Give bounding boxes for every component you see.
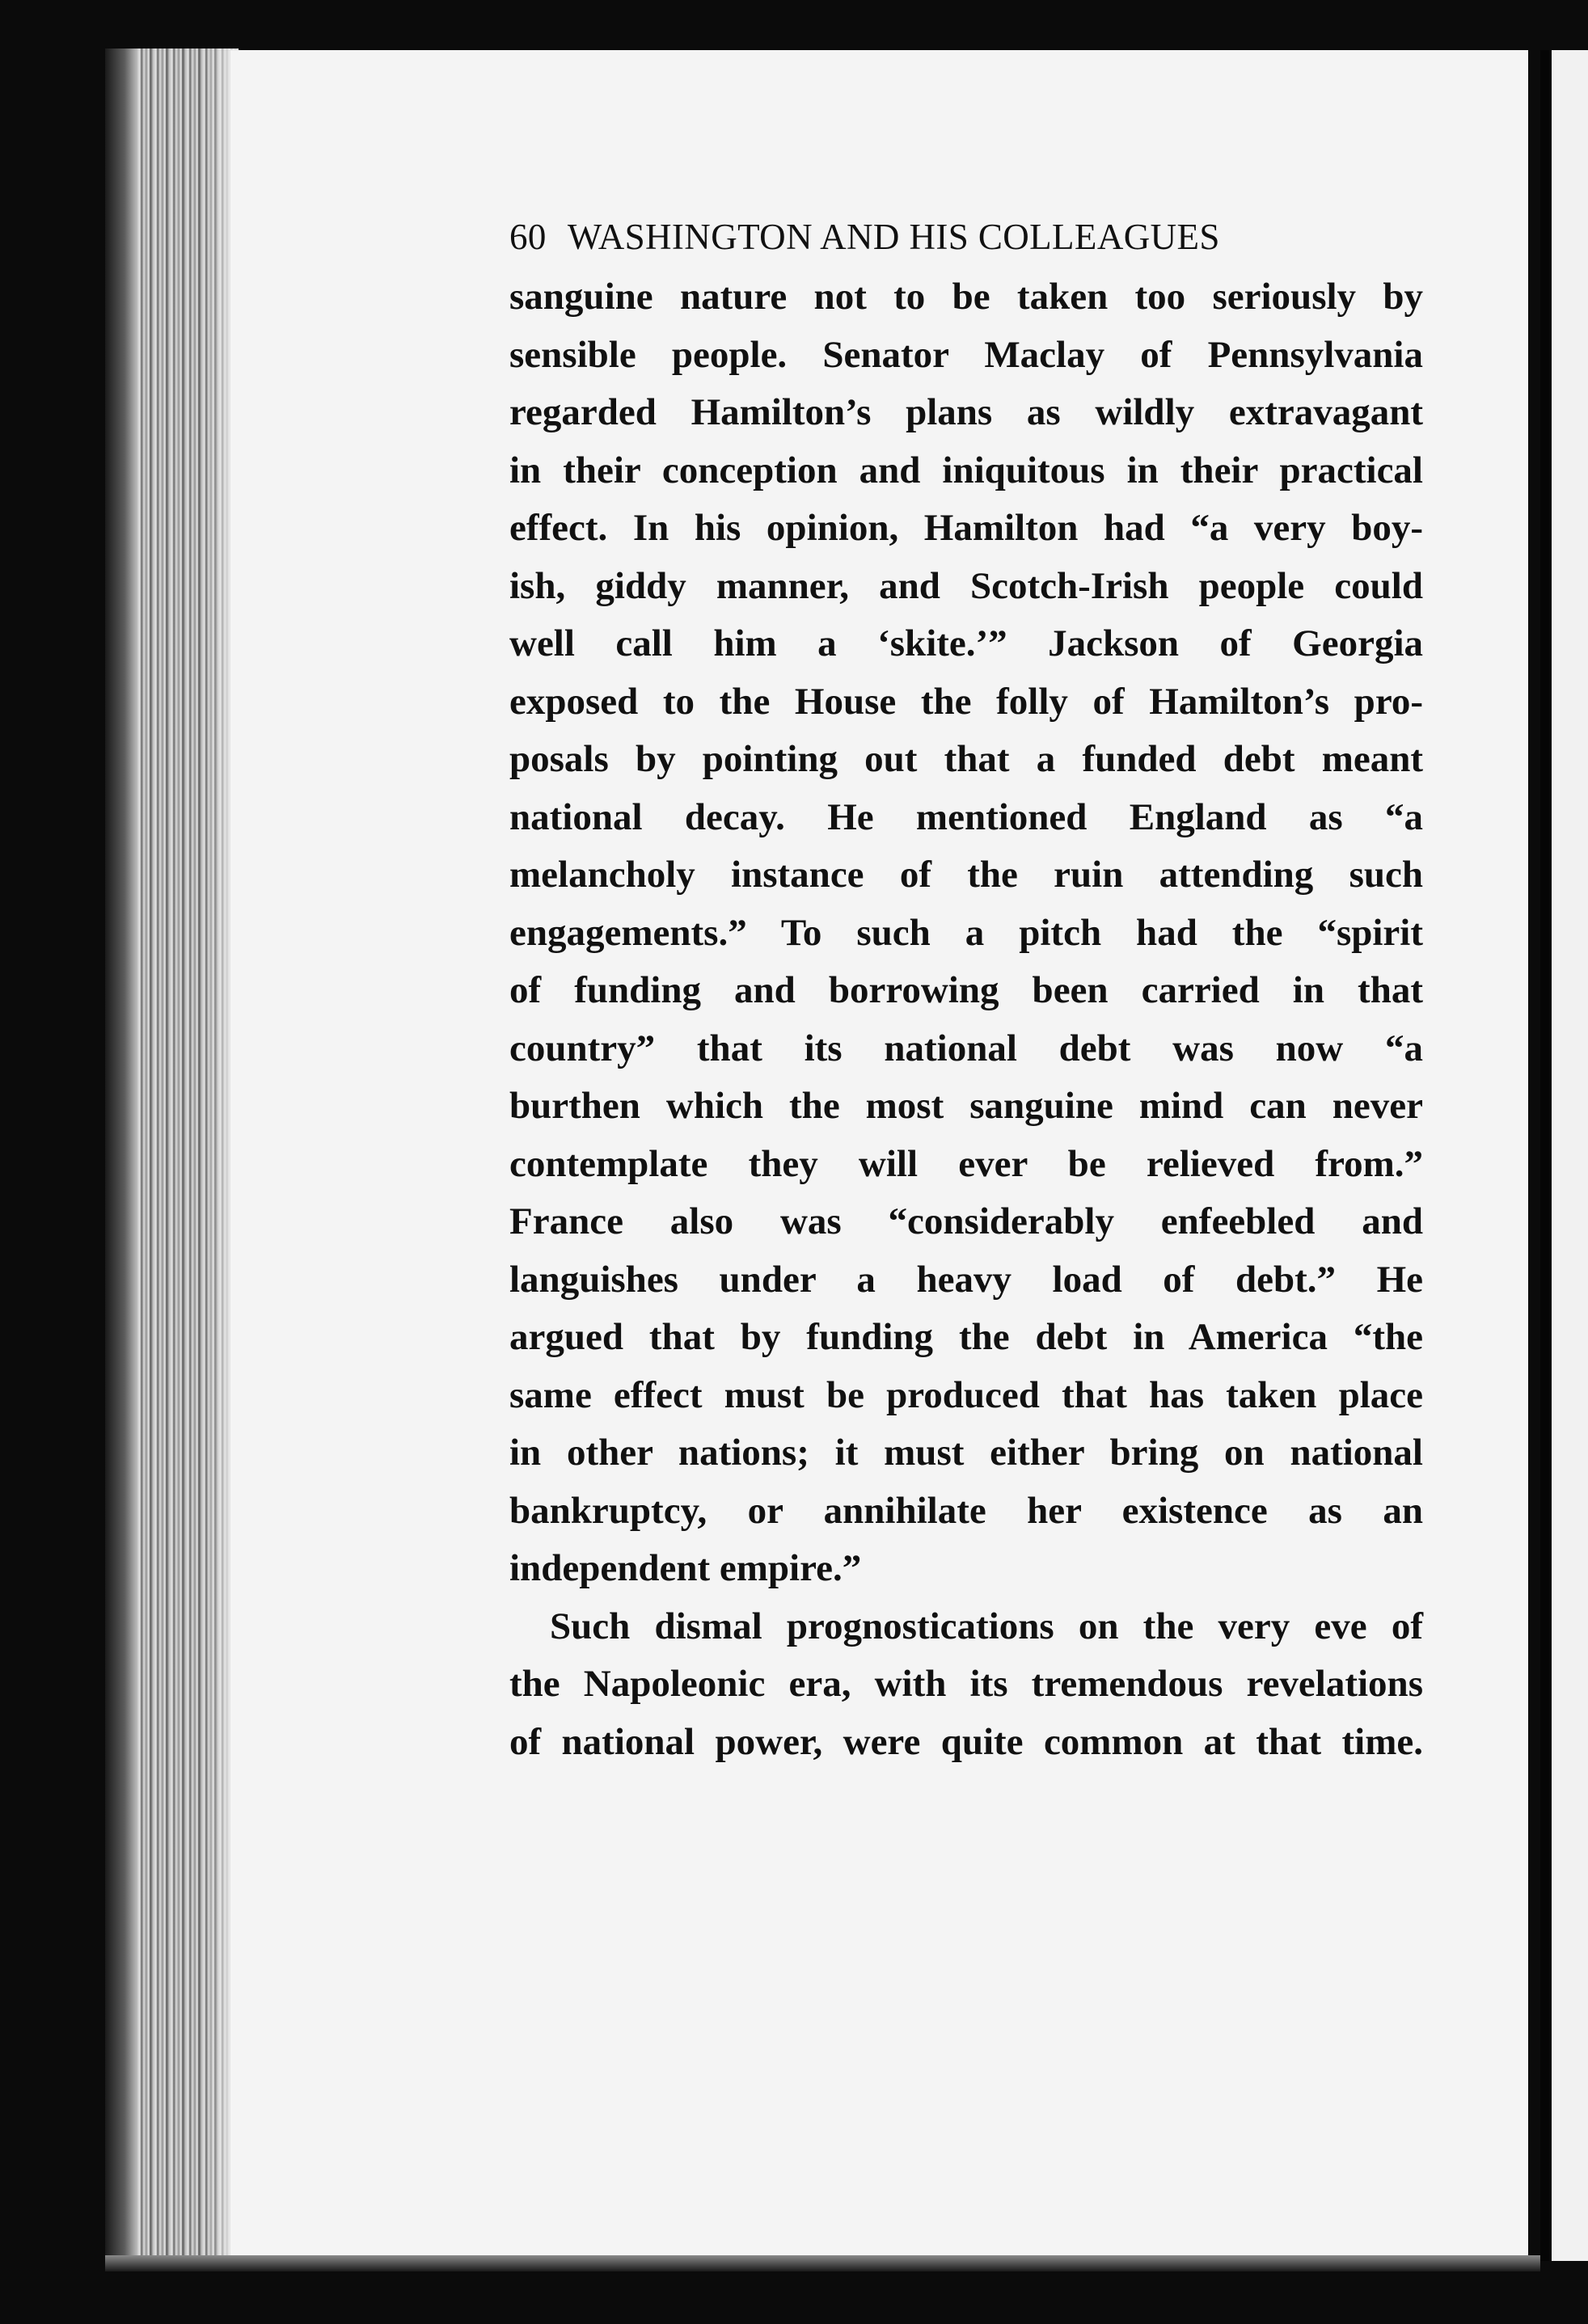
facing-page-edge (1540, 50, 1588, 2261)
page-text (509, 212, 1423, 1771)
paragraph-1 (509, 268, 1423, 1598)
text-line: burthen which the most sanguine mind can never (509, 1085, 1423, 1127)
text-line: independent empire.” (509, 1547, 862, 1589)
text-line: regarded Hamilton’s plans as wildly extravagant (509, 391, 1423, 433)
running-title: WASHINGTON AND HIS COLLEAGUES (567, 217, 1220, 257)
book-binding-shadow (105, 49, 137, 2263)
text-line: argued that by funding the debt in America “the (509, 1316, 1423, 1358)
running-head (509, 212, 1423, 268)
text-line: bankruptcy, or annihilate her existence as an (509, 1489, 1423, 1532)
text-line: of national power, were quite common at that time. (509, 1720, 1423, 1763)
text-line: France also was “considerably enfeebled and (509, 1200, 1423, 1242)
text-line: contemplate they will ever be relieved from.” (509, 1142, 1423, 1185)
text-line: in other nations; it must either bring on national (509, 1432, 1423, 1474)
text-line: sanguine nature not to be taken too seriously by (509, 276, 1423, 318)
text-line: posals by pointing out that a funded debt meant (509, 738, 1423, 780)
text-line: country” that its national debt was now “a (509, 1027, 1423, 1069)
text-line: melancholy instance of the ruin attending such (509, 854, 1423, 896)
text-line: exposed to the House the folly of Hamilton’s pro- (509, 680, 1423, 723)
text-line: national decay. He mentioned England as “a (509, 795, 1423, 838)
text-line: engagements.” To such a pitch had the “spirit (509, 911, 1423, 954)
page-number: 60 (509, 217, 547, 257)
paragraph-2 (509, 1598, 1423, 1772)
page-bottom-edge (105, 2255, 1540, 2271)
text-line: the Napoleonic era, with its tremendous revelations (509, 1663, 1423, 1705)
text-line: sensible people. Senator Maclay of Pennsylvania (509, 333, 1423, 376)
text-line: of funding and borrowing been carried in that (509, 969, 1423, 1011)
text-line: Such dismal prognostications on the very eve of (550, 1605, 1423, 1647)
text-line: same effect must be produced that has taken place (509, 1373, 1423, 1416)
text-line: in their conception and iniquitous in their practical (509, 449, 1423, 491)
text-line: ish, giddy manner, and Scotch-Irish people could (509, 564, 1423, 607)
text-line: well call him a ‘skite.’” Jackson of Georgia (509, 622, 1423, 664)
text-line: languishes under a heavy load of debt.” He (509, 1258, 1423, 1301)
text-line: effect. In his opinion, Hamilton had “a very boy- (509, 507, 1423, 549)
